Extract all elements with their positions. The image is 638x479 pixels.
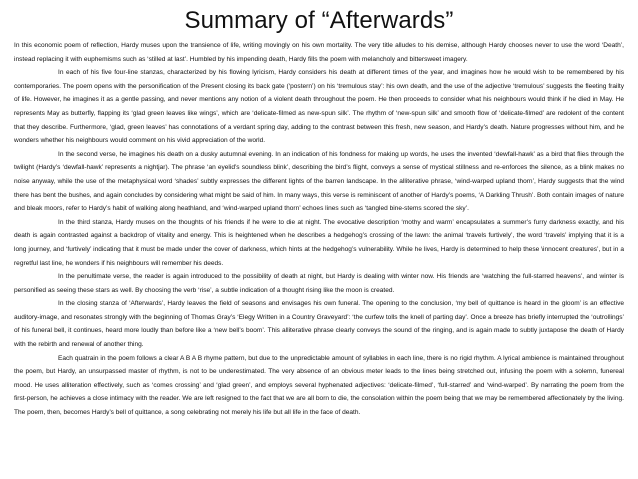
paragraph-form-analysis: Each quatrain in the poem follows a clear A B A B rhyme pattern, but due to the unpredictable amount of syllables in each line, there is no rigid rhythm. A lyrical ambience is maintained throughout the poem, but Hardy, an unsurpassed master of rhythm, is not to be underestimated. The very absence of an obvious meter leads to the lines being stretched out, infusing the poem with a solemn, funereal mood. He uses alliteration effectively, such as ‘comes crossing’ and ‘glad green’, and employs several hyphenated adjectives: ‘delicate-filmed’, ‘full-starred’ and ‘wind-warped’. By narrating the poem from the first-person, he achieves a close intimacy with the reader. We are left resigned to the fact that we are all born to die, the consolation within the poem being that we may be remembered affectionately by the living. The poem, then, becomes Hardy’s bell of quittance, a song celebrating not merely his life but all life in the face of death. (14, 354, 624, 417)
paragraph-first-stanza: In each of his five four-line stanzas, characterized by his flowing lyricism, Hardy considers his death at different times of the year, and imagines how he would wish to be remembered by his contemporaries. The poem opens with the personification of the Present closing its back gate (‘postern’) on his ‘tremulous stay’: his own death, and the use of the adjective ‘tremulous’ suggests the fleeting frailty of life. However, he imagines it as a gentle passing, and never mentions any notion of a violent death throughout the poem. He then proceeds to consider what his neighbours would think if he died in May. He represents May as butterfly, flapping its ‘glad green leaves like wings’, which are ‘delicate-filmed as new-spun silk’. The rhythm of ‘new-spun silk’ and smooth flow of ‘delicate-filmed’ are redolent of the content that they describe. Furthermore, ‘glad, green leaves’ has connotations of a verdant spring day, adding to the contrast between this fresh, new season, and Hardy’s death. Nature progresses without him, and he wonders whether his neighbours would comment on his vivid appreciation of the world. (14, 69, 624, 145)
paragraph-closing-stanza: In the closing stanza of ‘Afterwards’, Hardy leaves the field of seasons and envisages his own funeral. The opening to the conclusion, ‘my bell of quittance is heard in the gloom’ is an effective auditory-image, and resonates strongly with the beginning of Thomas Gray’s ‘Elegy Written in a Country Graveyard’: ‘the curfew tolls the knell of parting day’. Once a breeze has briefly interrupted the ‘outrollings’ of his funeral bell, it continues, heard more loudly than before like a ‘new bell’s boom’. This alliterative phrase clearly conveys the sound of the ringing, and is again made to subtly juxtapose the death of Hardy with the rebirth and renewal of another thing. (14, 300, 624, 349)
page-title: Summary of “Afterwards” (184, 7, 454, 34)
paragraph-fourth-stanza: In the penultimate verse, the reader is again introduced to the possibility of death at night, but Hardy is dealing with winter now. His friends are ‘watching the full-starred heavens’, and winter is personified as seeing these stars as well. By choosing the verb ‘rise’, a subtle indication of a thought rising like the moon is created. (14, 273, 624, 294)
paragraph-intro: In this economic poem of reflection, Hardy muses upon the transience of life, writing movingly on his own mortality. The very title alludes to his demise, although Hardy chooses never to use the word ‘Death’, instead replacing it with euphemisms such as ‘stilled at last’. Humbled by his impending death, Hardy fills the poem with melancholy and bittersweet imagery. (14, 42, 624, 63)
paragraph-second-stanza: In the second verse, he imagines his death on a dusky autumnal evening. In an indication of his fondness for making up words, he uses the invented ‘dewfall-hawk’ as a bird that flies through the twilight (Hardy’s ‘dewfall-hawk’ represents a nightjar). The phrase ‘an eyelid’s soundless blink’, describing the bird’s flight, conveys a sense of mystical stillness and re-enforces the silence, as a blink makes no noise anyway, while the use of the metaphysical word ‘shades’ subtly expresses the different lights of the barren landscape. In the alliterative phrase, ‘wind-warped upland thorn’, Hardy suggests that the wind there has bent the bushes, and again concludes by considering what might be said of him. In many ways, this verse is reminiscent of another of Hardy’s poems, ‘A Darkling Thrush’. Both contain images of nature and bleak moors, refer to Hardy’s habit of walking along heathland, and ‘wind-warped upland thorn’ echoes lines such as ‘tangled bine-stems scored the sky’. (14, 150, 624, 213)
paragraph-third-stanza: In the third stanza, Hardy muses on the thoughts of his friends if he were to die at night. The evocative description ‘mothy and warm’ encapsulates a summer’s furry darkness exactly, and his death is again contrasted against a backdrop of vitality and energy. This is heightened when he describes a hedgehog’s crossing of the lawn: the animal ‘travels furtively’, the word ‘travels’ implying that it is a long journey, and ‘furtively’ indicating that it must be made under the cover of darkness, which hints at the hedgehog’s vulnerability. While he lives, Hardy is determined to help these \innocent creatures’, but in a regretful last line, he wonders if his neighbours will remember his deeds. (14, 218, 624, 267)
summary-body (14, 39, 624, 420)
